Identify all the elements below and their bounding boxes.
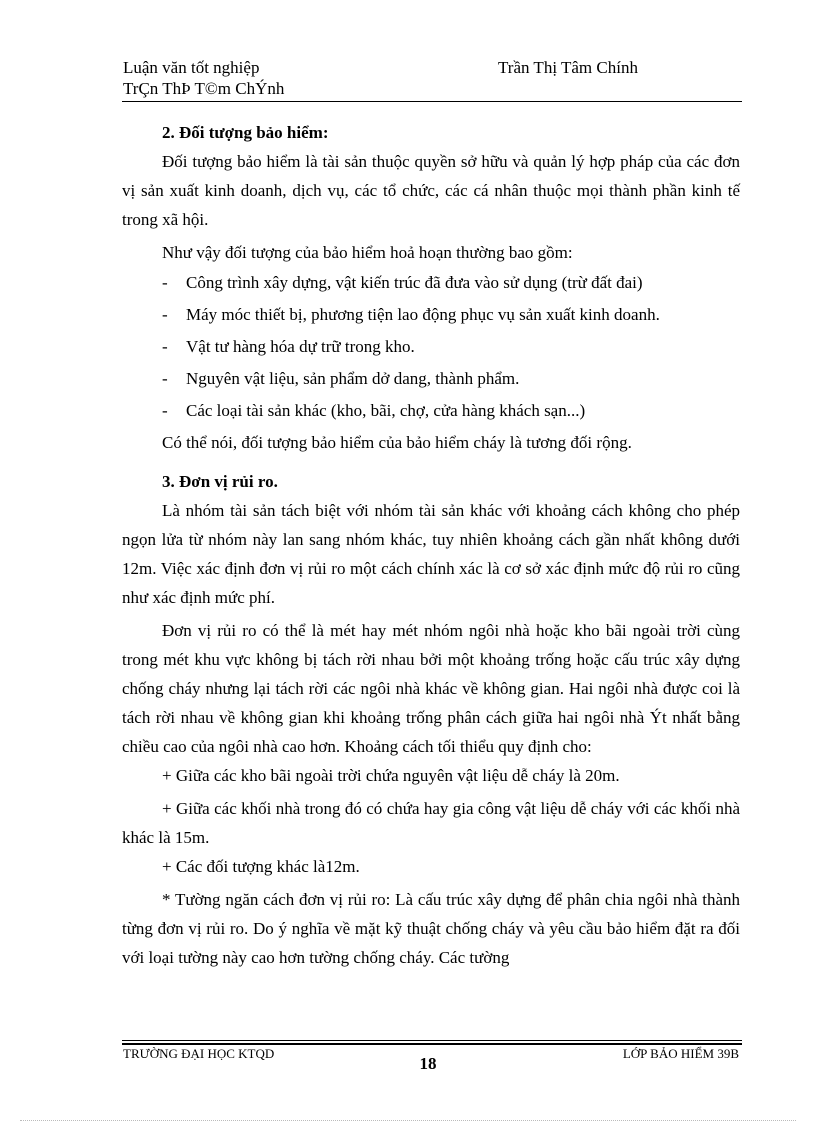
section-2-conclusion: Có thể nói, đối tượng bảo hiểm của bảo hiểm cháy là tương đối rộng. xyxy=(162,433,632,452)
list-item: - Máy móc thiết bị, phương tiện lao động phục vụ sản xuất kinh doanh. xyxy=(162,305,660,324)
footer-university: TRƯỜNG ĐẠI HỌC KTQD xyxy=(123,1046,275,1061)
footer-class: LỚP BẢO HIỂM 39B xyxy=(622,1046,739,1061)
header-row xyxy=(123,58,743,80)
header-thesis-title: Luận văn tốt nghiệp xyxy=(123,58,260,77)
page-number: 18 xyxy=(419,1054,437,1073)
header-author-name: Trần Thị Tâm Chính xyxy=(498,58,638,77)
distance-rule-3: + Các đối tượng khác là12m. xyxy=(162,857,360,876)
section-3-paragraph-1: Là nhóm tài sản tách biệt với nhóm tài sản khác với khoảng cách không cho phép ngọn lửa từ nhóm này lan sang nhóm khác, tuy nhiên khoảng cách gần nhất không dưới 12m. Việc xác định đơn vị rủi ro một cách chính xác là cơ sở xác định mức độ rủi ro cũng như xác định mức phí. xyxy=(122,501,740,607)
section-3-paragraph-2: Đơn vị rủi ro có thể là mét hay mét nhóm ngôi nhà hoặc kho bãi ngoài trời cùng trong mét khu vực không bị tách rời nhau bởi một khoảng trống hoặc cấu trúc xây dựng chống cháy nhưng lại tách rời các ngôi nhà khác về không gian. Hai ngôi nhà được coi là tách rời nhau về không gian khi khoảng trống phân cách giữa hai ngôi nhà Ýt nhất bằng chiều cao của ngôi nhà cao hơn. Khoảng cách tối thiểu quy định cho: xyxy=(122,621,740,756)
list-item: - Nguyên vật liệu, sản phẩm dở dang, thành phẩm. xyxy=(162,369,520,388)
header-garbled-author: TrÇn ThÞ T©m ChÝnh xyxy=(123,79,285,98)
list-item: - Công trình xây dựng, vật kiến trúc đã đưa vào sử dụng (trừ đất đai) xyxy=(162,273,643,292)
section-3-heading: 3. Đơn vị rủi ro. xyxy=(162,472,278,491)
section-3-paragraph-3: * Tường ngăn cách đơn vị rủi ro: Là cấu trúc xây dựng để phân chia ngôi nhà thành từng đơn vị rủi ro. Do ý nghĩa về mặt kỹ thuật chống cháy và yêu cầu bảo hiểm đặt ra đối với loại tường này cao hơn tường chống cháy. Các tường xyxy=(122,890,740,967)
distance-rule-1: + Giữa các kho bãi ngoài trời chứa nguyên vật liệu dễ cháy là 20m. xyxy=(162,766,620,785)
footer-rule-thin xyxy=(122,1040,742,1041)
list-item: - Vật tư hàng hóa dự trữ trong kho. xyxy=(162,337,415,356)
body-content xyxy=(122,118,740,972)
section-2-paragraph: Đối tượng bảo hiểm là tài sản thuộc quyền sở hữu và quản lý hợp pháp của các đơn vị sản xuất kinh doanh, dịch vụ, các tổ chức, các cá nhân thuộc mọi thành phần kinh tế trong xã hội. xyxy=(122,152,740,229)
list-item: - Các loại tài sản khác (kho, bãi, chợ, cửa hàng khách sạn...) xyxy=(162,401,586,420)
distance-rule-2: + Giữa các khối nhà trong đó có chứa hay gia công vật liệu dễ cháy với các khối nhà khác là 15m. xyxy=(122,799,740,847)
header-rule xyxy=(122,101,742,102)
section-2-intro: Như vậy đối tượng của bảo hiểm hoả hoạn thường bao gồm: xyxy=(162,243,573,262)
section-2-heading: 2. Đối tượng bảo hiểm: xyxy=(162,123,329,142)
footer-rule-thick xyxy=(122,1043,742,1045)
page-bottom-border xyxy=(20,1120,796,1121)
